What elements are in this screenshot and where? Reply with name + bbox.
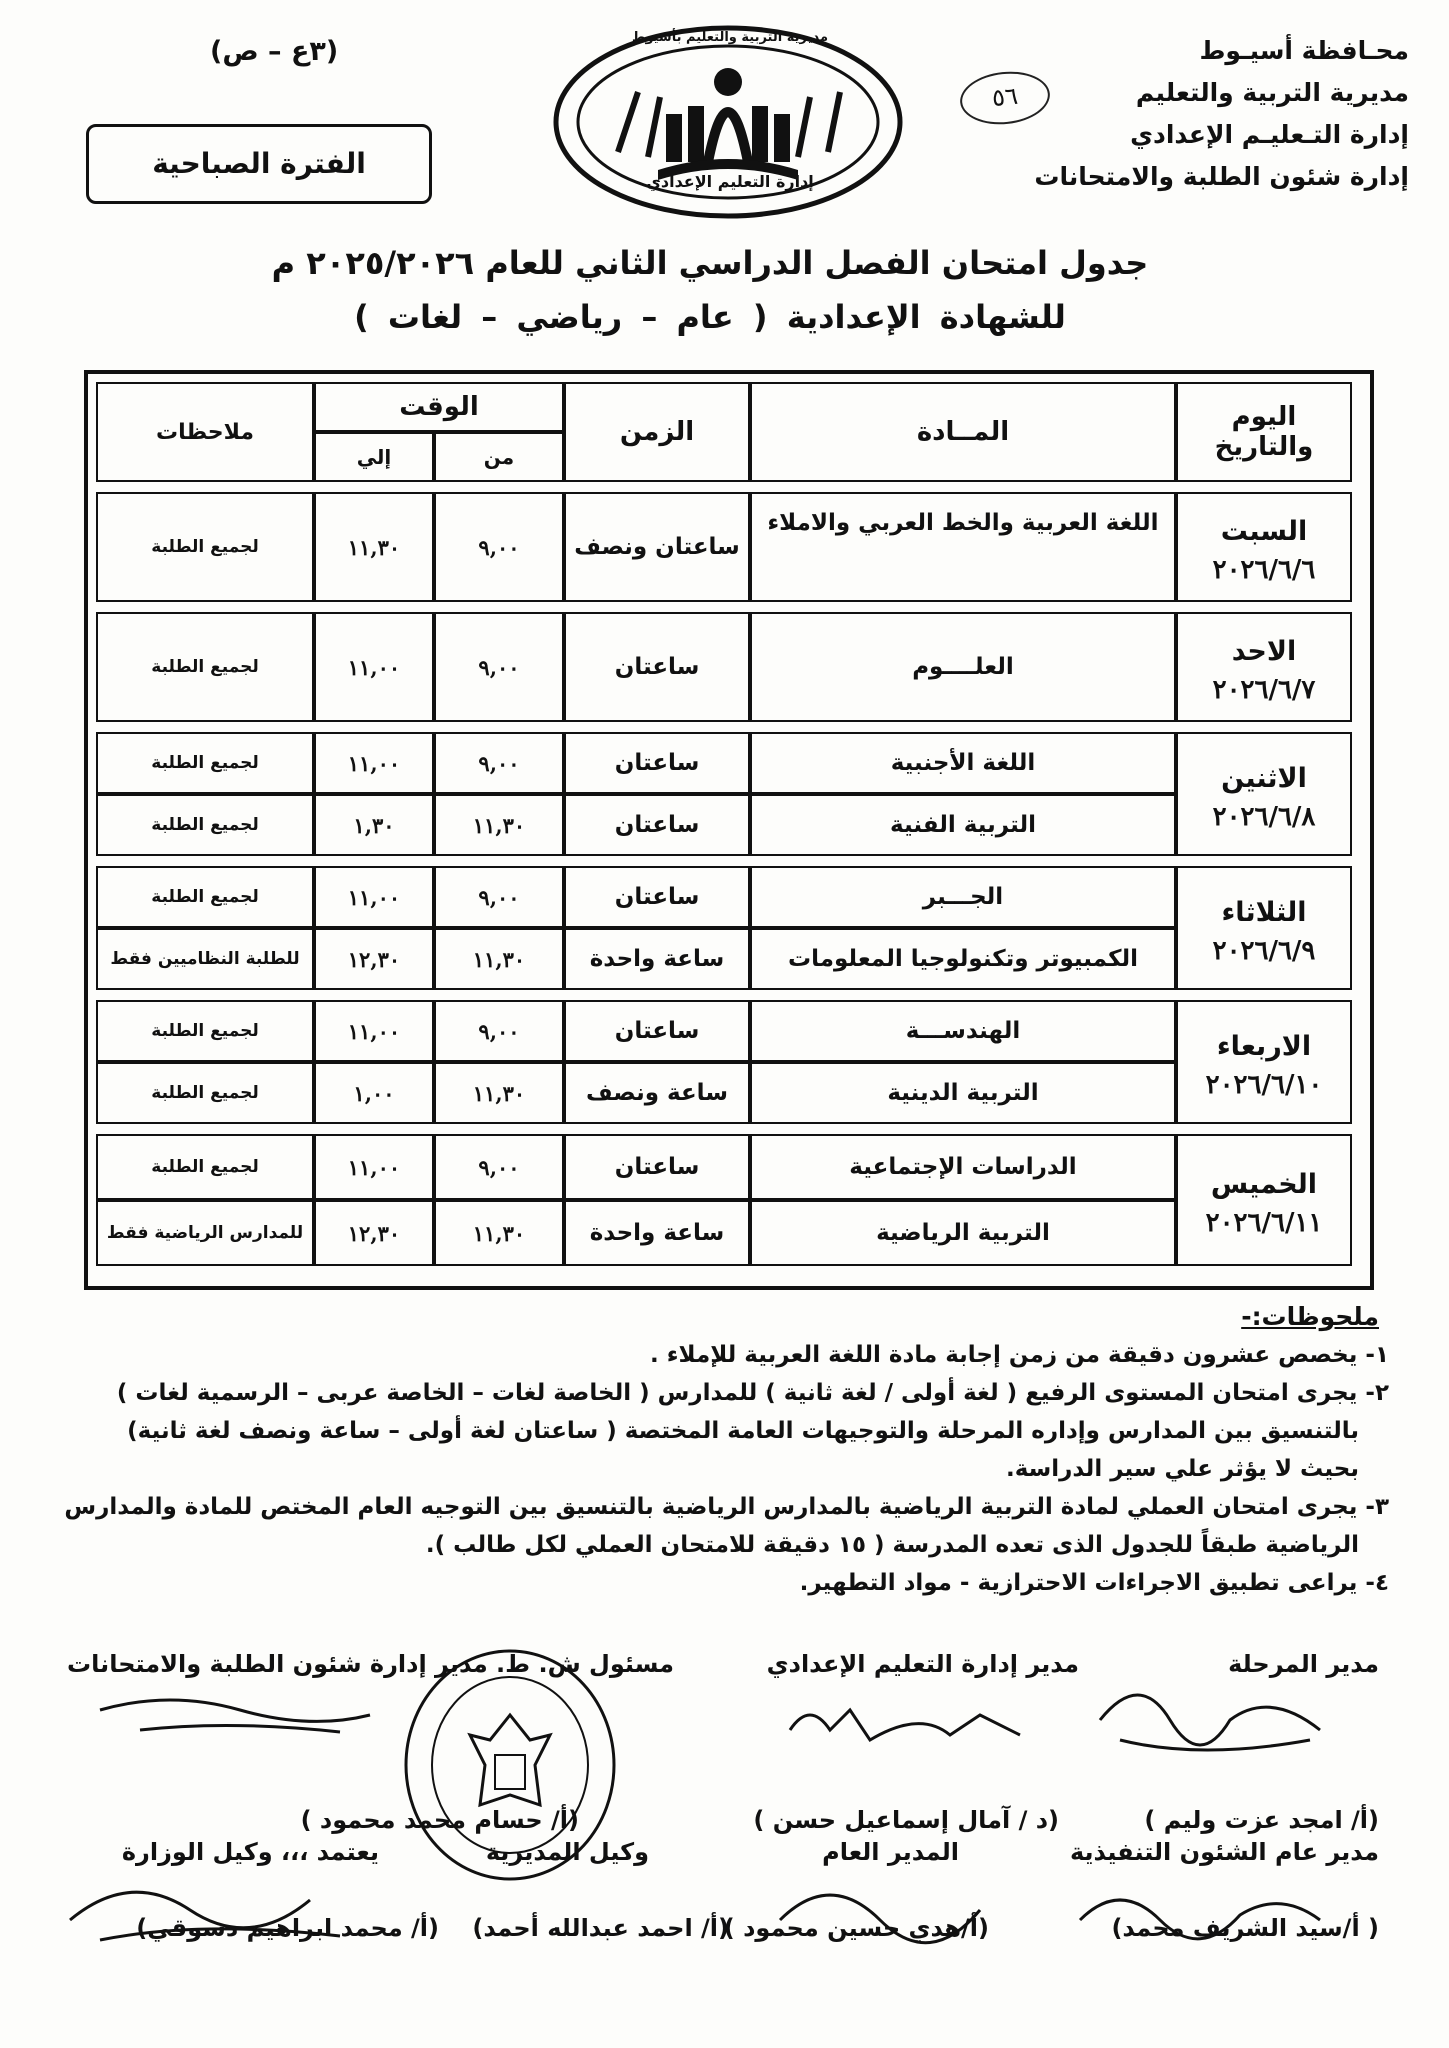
note-cell: لجميع الطلبة — [96, 1000, 314, 1062]
from-cell: ٩,٠٠ — [434, 492, 564, 602]
day-cell — [1176, 1000, 1352, 1124]
table-header-row-1 — [96, 382, 1352, 432]
from-cell: ١١,٣٠ — [434, 1062, 564, 1124]
table-row — [96, 612, 1352, 722]
exam-schedule-table-frame — [84, 370, 1374, 1290]
table-row — [96, 866, 1352, 928]
day-name: الخميس — [1210, 1169, 1318, 1200]
day-name: الاحد — [1231, 636, 1297, 667]
note-2: ٢- يجرى امتحان المستوى الرفيع ( لغة أولى / لغة ثانية ) للمدارس ( الخاصة لغات – الخاصة عربى – الرسمية لغات ) — [116, 1380, 1389, 1406]
duration-cell: ساعتان — [564, 866, 750, 928]
to-cell: ١٢,٣٠ — [314, 1200, 434, 1266]
note-3-cont: الرياضية طبقاً للجدول الذى تعده المدرسة ( ١٥ دقيقة للامتحان العملي لكل طالب ). — [425, 1532, 1359, 1558]
note-cell: لجميع الطلبة — [96, 732, 314, 794]
schedule-subtitle: للشهادة الإعدادية ( عام – رياضي – لغات ) — [354, 298, 1066, 336]
to-cell: ١١,٠٠ — [314, 732, 434, 794]
duration-cell: ساعتان — [564, 732, 750, 794]
signer-role: المدير العام — [822, 1838, 959, 1866]
from-cell: ٩,٠٠ — [434, 612, 564, 722]
signer-name: (أ/ امجد عزت وليم ) — [1144, 1806, 1379, 1834]
header-from: من — [434, 432, 564, 482]
signer-role: مدير عام الشئون التنفيذية — [1069, 1838, 1379, 1866]
duration-cell: ساعتان — [564, 794, 750, 856]
handwritten-number: ٥٦ — [958, 67, 1053, 128]
day-name: السبت — [1220, 516, 1308, 547]
note-cell: للمدارس الرياضية فقط — [96, 1200, 314, 1266]
exam-schedule-table — [96, 382, 1352, 1266]
header-day: اليوم والتاريخ — [1176, 382, 1352, 482]
to-cell: ١١,٣٠ — [314, 492, 434, 602]
signer-role: يعتمد ،،، وكيل الوزارة — [121, 1838, 379, 1866]
period-box: الفترة الصباحية — [86, 124, 432, 204]
schedule-title: جدول امتحان الفصل الدراسي الثاني للعام ٢٠٢٥/٢٠٢٦ م — [271, 244, 1149, 282]
table-row — [96, 794, 1352, 856]
table-row — [96, 1200, 1352, 1266]
from-cell: ٩,٠٠ — [434, 866, 564, 928]
subject-cell: التربية الدينية — [750, 1062, 1176, 1124]
notes-list — [49, 1336, 1389, 1602]
from-cell: ٩,٠٠ — [434, 1000, 564, 1062]
header-time: الوقت — [314, 382, 564, 432]
to-cell: ١,٠٠ — [314, 1062, 434, 1124]
note-cell: للطلبة النظاميين فقط — [96, 928, 314, 990]
subject-cell: التربية الفنية — [750, 794, 1176, 856]
header-to: إلي — [314, 432, 434, 482]
subject-cell: الكمبيوتر وتكنولوجيا المعلومات — [750, 928, 1176, 990]
subject-cell: اللغة العربية والخط العربي والاملاء — [750, 492, 1176, 602]
day-cell — [1176, 866, 1352, 990]
table-row — [96, 928, 1352, 990]
duration-cell: ساعتان — [564, 1134, 750, 1200]
header-duration: الزمن — [564, 382, 750, 482]
signature-scribble — [1080, 1680, 1340, 1770]
logo-top-text: مديرية التربية والتعليم بأسيوط — [631, 30, 829, 45]
directorate-line: مديرية التربية والتعليم — [1135, 78, 1409, 107]
day-cell — [1176, 1134, 1352, 1266]
day-date: ٢٠٢٦/٦/١١ — [1205, 1208, 1323, 1238]
note-2-cont: بحيث لا يؤثر علي سير الدراسة. — [1005, 1456, 1359, 1482]
directorate-logo — [548, 22, 908, 222]
note-cell: لجميع الطلبة — [96, 866, 314, 928]
day-date: ٢٠٢٦/٦/٧ — [1212, 675, 1316, 705]
signer-role: مسئول ش. ط. مدير إدارة شئون الطلبة والامتحانات — [67, 1650, 674, 1678]
day-date: ٢٠٢٦/٦/٩ — [1212, 936, 1316, 966]
signature-scribble — [780, 1690, 1040, 1760]
note-cell: لجميع الطلبة — [96, 1062, 314, 1124]
subject-cell: العلــــوم — [750, 612, 1176, 722]
day-date: ٢٠٢٦/٦/١٠ — [1205, 1070, 1323, 1100]
header-administration-block — [1034, 30, 1409, 198]
signer-name: (أ/ احمد عبدالله أحمد) — [472, 1914, 729, 1942]
note-2-cont: بالتنسيق بين المدارس وإداره المرحلة والتوجيهات العامة المختصة ( ساعتان لغة أولى – ساعة ونصف لغة ثانية) — [127, 1418, 1359, 1444]
duration-cell: ساعة واحدة — [564, 928, 750, 990]
note-1: ١- يخصص عشرون دقيقة من زمن إجابة مادة اللغة العربية للإملاء . — [649, 1342, 1389, 1368]
signer-name: (أ/ محمد ابراهيم دسوقي) — [136, 1914, 439, 1942]
subject-cell: الدراسات الإجتماعية — [750, 1134, 1176, 1200]
day-name: الاثنين — [1221, 763, 1307, 794]
affairs-line: إدارة شئون الطلبة والامتحانات — [1034, 162, 1409, 191]
header-subject: المــادة — [750, 382, 1176, 482]
signer-name: ( أ/سيد الشريف محمد) — [1111, 1914, 1379, 1942]
from-cell: ١١,٣٠ — [434, 794, 564, 856]
from-cell: ٩,٠٠ — [434, 1134, 564, 1200]
table-row — [96, 1000, 1352, 1062]
day-cell — [1176, 492, 1352, 602]
logo-bottom-text: إدارة التعليم الإعدادي — [646, 172, 814, 191]
duration-cell: ساعتان — [564, 1000, 750, 1062]
table-row — [96, 732, 1352, 794]
note-4: ٤- يراعى تطبيق الاجراءات الاحترازية - مواد التطهير. — [799, 1570, 1389, 1596]
signer-name: (أ/هدي حسين محمود ) — [723, 1914, 989, 1942]
note-cell: لجميع الطلبة — [96, 492, 314, 602]
table-row — [96, 1134, 1352, 1200]
duration-cell: ساعتان ونصف — [564, 492, 750, 602]
to-cell: ١١,٠٠ — [314, 866, 434, 928]
to-cell: ١١,٠٠ — [314, 612, 434, 722]
from-cell: ١١,٣٠ — [434, 928, 564, 990]
duration-cell: ساعة واحدة — [564, 1200, 750, 1266]
note-cell: لجميع الطلبة — [96, 794, 314, 856]
day-name: الاربعاء — [1216, 1031, 1312, 1062]
header-notes: ملاحظات — [96, 382, 314, 482]
day-name: الثلاثاء — [1221, 897, 1307, 928]
signature-scribble — [80, 1680, 380, 1750]
signer-name: (د / آمال إسماعيل حسن ) — [753, 1806, 1059, 1834]
signer-role: مدير المرحلة — [1228, 1650, 1379, 1678]
duration-cell: ساعتان — [564, 612, 750, 722]
duration-cell: ساعة ونصف — [564, 1062, 750, 1124]
to-cell: ١١,٠٠ — [314, 1134, 434, 1200]
governorate-line: محـافظة أسيـوط — [1199, 36, 1409, 65]
table-row — [96, 492, 1352, 602]
signer-role: مدير إدارة التعليم الإعدادي — [766, 1650, 1079, 1678]
subject-cell: الجـــبر — [750, 866, 1176, 928]
note-3: ٣- يجرى امتحان العملي لمادة التربية الرياضية بالمدارس الرياضية بالتنسيق بين التوجيه العام المختص للمادة والمدارس — [64, 1494, 1389, 1520]
signer-name: (أ/ حسام محمد محمود ) — [300, 1806, 579, 1834]
to-cell: ١٢,٣٠ — [314, 928, 434, 990]
notes-title: ملحوظات:- — [1241, 1302, 1379, 1331]
table-row — [96, 1062, 1352, 1124]
day-date: ٢٠٢٦/٦/٨ — [1212, 802, 1316, 832]
from-cell: ١١,٣٠ — [434, 1200, 564, 1266]
note-cell: لجميع الطلبة — [96, 1134, 314, 1200]
note-cell: لجميع الطلبة — [96, 612, 314, 722]
form-code: (٣ع – ص) — [210, 36, 339, 67]
day-cell — [1176, 612, 1352, 722]
day-date: ٢٠٢٦/٦/٦ — [1212, 555, 1316, 585]
to-cell: ١١,٠٠ — [314, 1000, 434, 1062]
to-cell: ١,٣٠ — [314, 794, 434, 856]
subject-cell: التربية الرياضية — [750, 1200, 1176, 1266]
subject-cell: الهندســـة — [750, 1000, 1176, 1062]
subject-cell: اللغة الأجنبية — [750, 732, 1176, 794]
signer-role: وكيل المديرية — [485, 1838, 649, 1866]
from-cell: ٩,٠٠ — [434, 732, 564, 794]
administration-line: إدارة التـعليـم الإعدادي — [1130, 120, 1409, 149]
day-cell — [1176, 732, 1352, 856]
